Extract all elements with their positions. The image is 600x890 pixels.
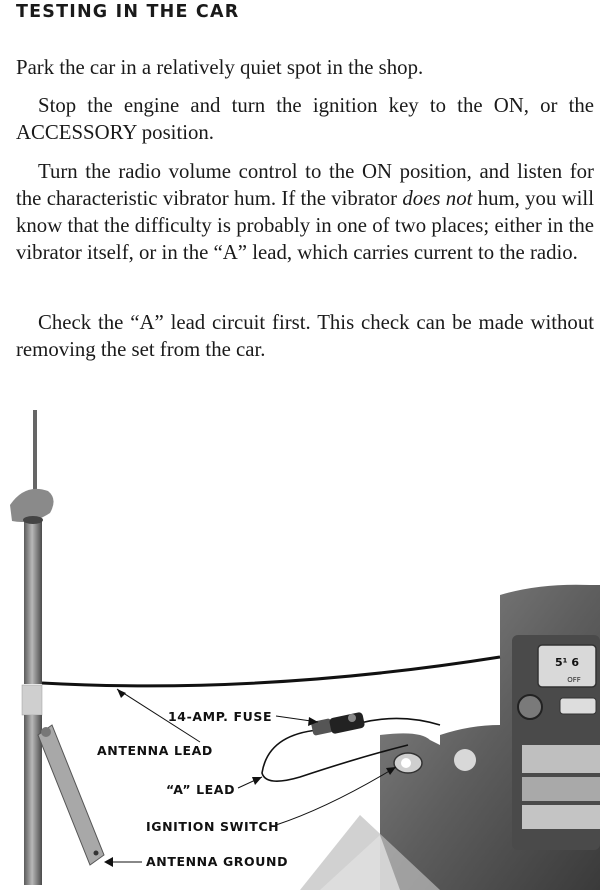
- antenna-ground-strap: [38, 725, 104, 865]
- label-fuse: 14-AMP. FUSE: [168, 709, 273, 724]
- paragraph-volume-control: [16, 158, 594, 266]
- label-a-lead: “A” LEAD: [166, 782, 236, 797]
- page-heading: TESTING IN THE CAR: [16, 2, 240, 22]
- antenna-mast: [10, 410, 54, 885]
- paragraph-volume-text-1: Turn the radio volume control to the ON position, and listen for the characteristic vibrator hum. If the vibrator: [16, 160, 594, 210]
- radio-off-text: OFF: [567, 676, 581, 684]
- paragraph-park: Park the car in a relatively quiet spot in the shop.: [16, 56, 424, 79]
- paragraph-check-a-lead: Check the “A” lead circuit first. This check can be made without removing the set from the car.: [16, 311, 594, 361]
- fuse-wire: [360, 718, 440, 725]
- paragraph-volume-text-2: hum, you will know that the difficulty is probably in one of two places; either in the vibrator itself, or in the “A” lead, which carries current to the radio.: [16, 187, 594, 264]
- antenna-lead-wire: [42, 657, 500, 686]
- dashboard: [300, 585, 600, 890]
- label-antenna-ground: ANTENNA GROUND: [146, 854, 289, 869]
- fuse-holder: [311, 712, 366, 736]
- car-radio-illustration: [0, 395, 600, 890]
- label-ignition-switch: IGNITION SWITCH: [146, 819, 280, 834]
- label-antenna-lead: ANTENNA LEAD: [97, 743, 213, 758]
- paragraph-stop-engine: Stop the engine and turn the ignition key to the ON, or the ACCESSORY position.: [16, 94, 594, 144]
- radio-dial-text: 5¹ 6: [555, 656, 579, 669]
- emphasis-does-not: does not: [402, 187, 473, 210]
